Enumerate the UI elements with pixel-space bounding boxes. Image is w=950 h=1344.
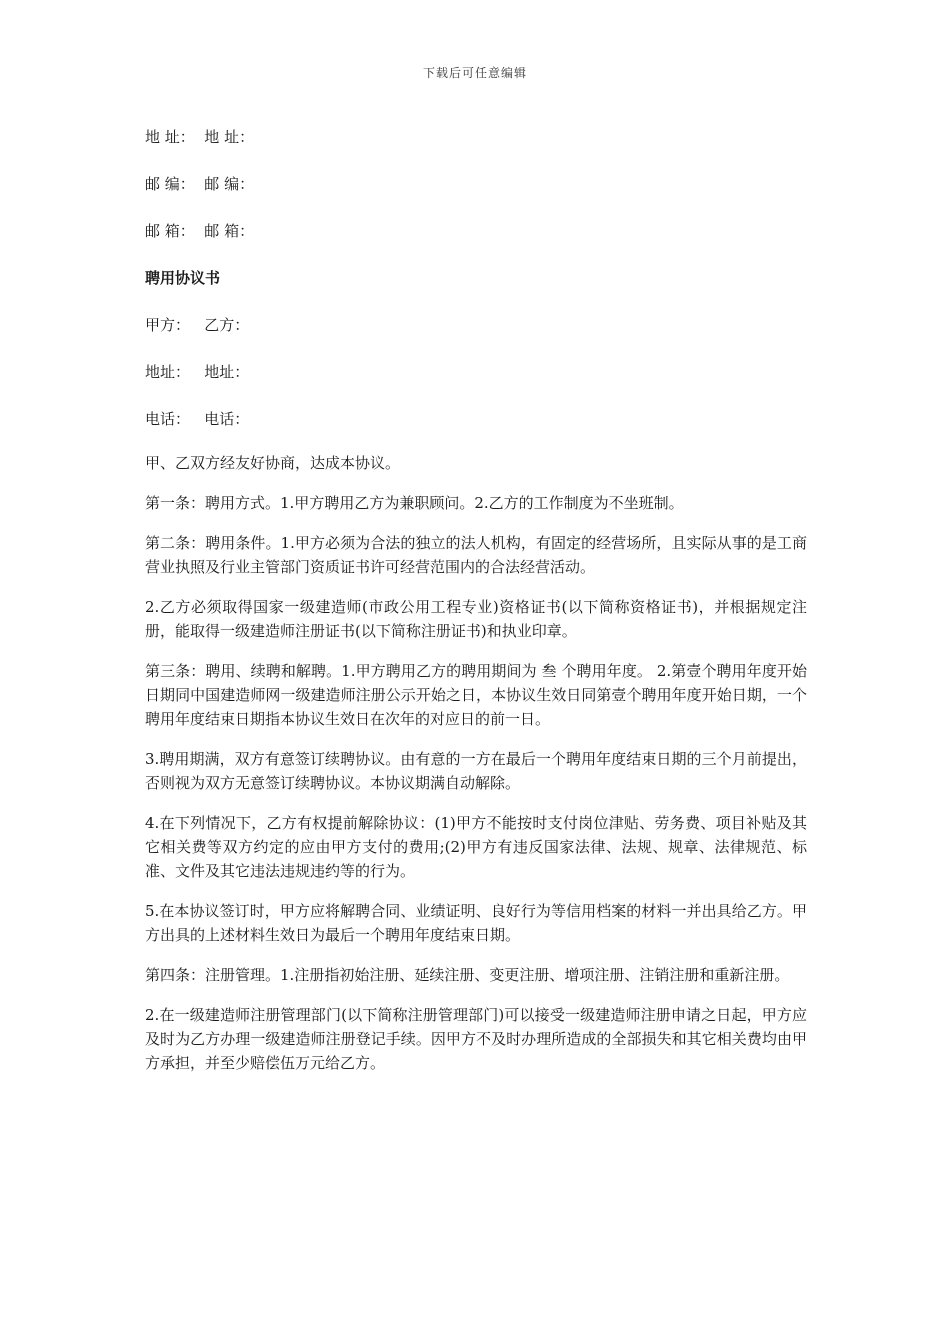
intro-paragraph: 甲、乙双方经友好协商，达成本协议。 — [145, 454, 401, 472]
document-body — [145, 122, 807, 1091]
page-header-note: 下载后可任意编辑 — [422, 66, 527, 80]
party-phone-line: 电话： 电话： — [145, 410, 250, 428]
postcode-line: 邮 编： 邮 编： — [145, 175, 255, 193]
article-2-item-2-paragraph: 2.乙方必须取得国家一级建造师(市政公用工程专业)资格证书(以下简称资格证书)，并根据规定注册，能取得一级建造师注册证书(以下简称注册证书)和执业印章。 — [145, 598, 807, 640]
article-3-item-5-paragraph: 5.在本协议签订时，甲方应将解聘合同、业绩证明、良好行为等信用档案的材料一并出具给乙方。甲方出具的上述材料生效日为最后一个聘用年度结束日期。 — [145, 902, 807, 944]
party-line: 甲方： 乙方： — [145, 316, 250, 334]
article-4-paragraph: 第四条：注册管理。1.注册指初始注册、延续注册、变更注册、增项注册、注销注册和重新注册。 — [145, 966, 790, 984]
article-4-item-2-paragraph: 2.在一级建造师注册管理部门(以下简称注册管理部门)可以接受一级建造师注册申请之日起，甲方应及时为乙方办理一级建造师注册登记手续。因甲方不及时办理所造成的全部损失和其它相关费均由甲方承担，并至少赔偿伍万元给乙方。 — [145, 1006, 807, 1072]
email-line: 邮 箱： 邮 箱： — [145, 222, 255, 240]
article-1-paragraph: 第一条：聘用方式。1.甲方聘用乙方为兼职顾问。2.乙方的工作制度为不坐班制。 — [145, 494, 684, 512]
article-3-item-3-paragraph: 3.聘用期满，双方有意签订续聘协议。由有意的一方在最后一个聘用年度结束日期的三个月前提出，否则视为双方无意签订续聘协议。本协议期满自动解除。 — [145, 750, 807, 792]
article-3-item-4-paragraph: 4.在下列情况下，乙方有权提前解除协议：(1)甲方不能按时支付岗位津贴、劳务费、项目补贴及其它相关费等双方约定的应由甲方支付的费用;(2)甲方有违反国家法律、法规、规章、法律规范、标准、文件及其它违法违规违约等的行为。 — [145, 814, 807, 880]
article-2-paragraph: 第二条：聘用条件。1.甲方必须为合法的独立的法人机构，有固定的经营场所，且实际从事的是工商营业执照及行业主管部门资质证书许可经营范围内的合法经营活动。 — [145, 534, 807, 576]
article-3-paragraph: 第三条：聘用、续聘和解聘。1.甲方聘用乙方的聘用期间为 叁 个聘用年度。 2.第壹个聘用年度开始日期同中国建造师网一级建造师注册公示开始之日，本协议生效日同第壹个聘用年度开始日期，一个聘用年度结束日期指本协议生效日在次年的对应日的前一日。 — [145, 662, 807, 728]
document-title: 聘用协议书 — [145, 269, 221, 287]
address-line: 地 址： 地 址： — [145, 128, 255, 146]
party-address-line: 地址： 地址： — [145, 363, 250, 381]
